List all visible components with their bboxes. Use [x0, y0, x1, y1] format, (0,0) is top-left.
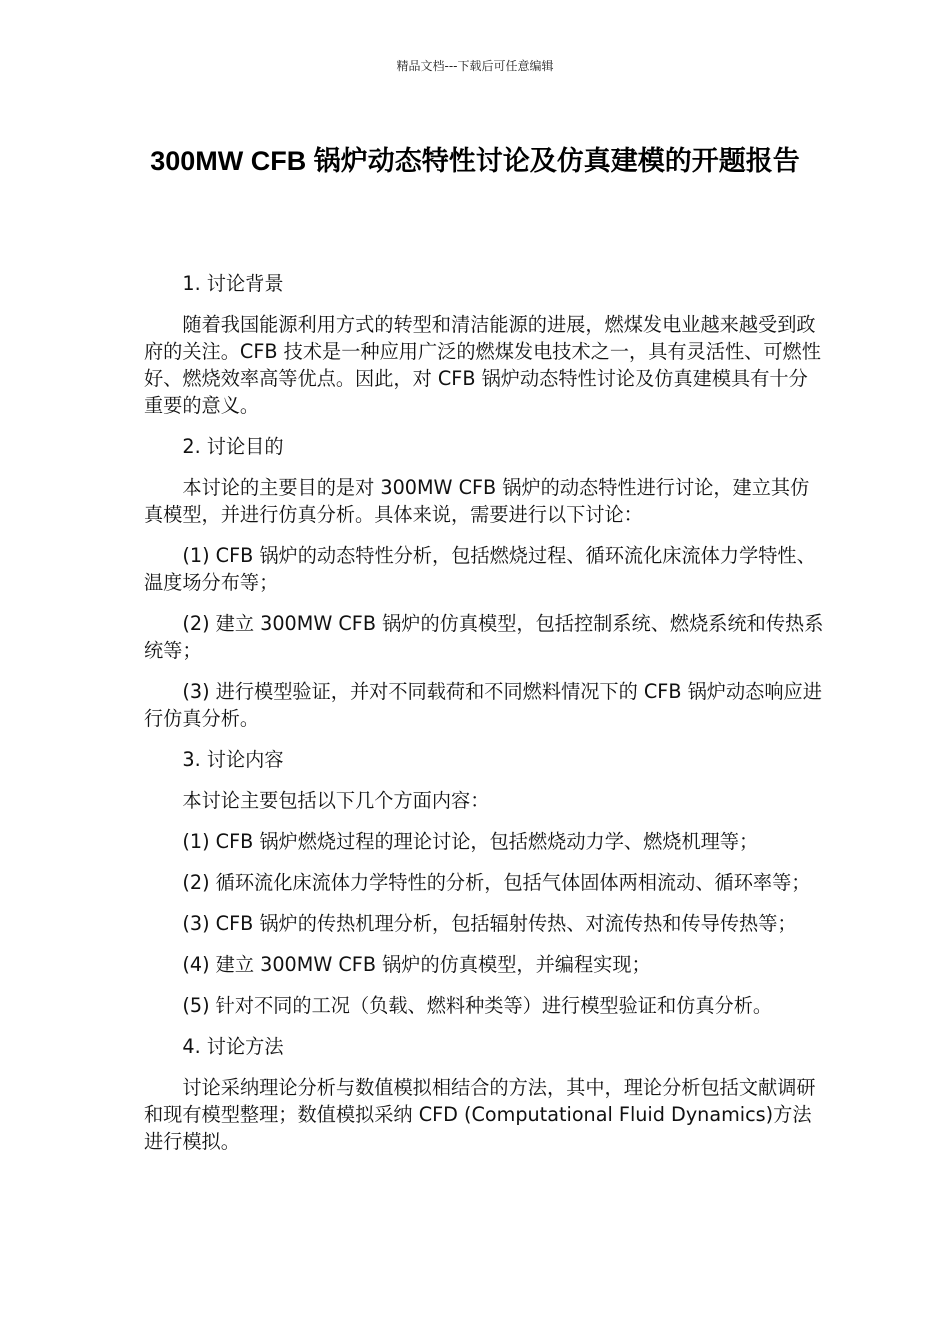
- list-item-content-3: (3) CFB 锅炉的传热机理分析，包括辐射传热、对流传热和传导传热等；: [182, 912, 797, 935]
- section-heading-content: 3. 讨论内容: [182, 748, 284, 771]
- section-heading-method: 4. 讨论方法: [182, 1035, 284, 1058]
- paragraph-content-intro: 本讨论主要包括以下几个方面内容：: [182, 789, 490, 812]
- header-note: 精品文档---下载后可任意编辑: [396, 59, 554, 73]
- section-heading-purpose: 2. 讨论目的: [182, 435, 284, 458]
- list-item-content-4: (4) 建立 300MW CFB 锅炉的仿真模型，并编程实现；: [182, 953, 651, 976]
- list-item-purpose-3: (3) 进行模型验证，并对不同载荷和不同燃料情况下的 CFB 锅炉动态响应进行仿真分析。: [144, 680, 822, 730]
- paragraph-purpose-intro: 本讨论的主要目的是对 300MW CFB 锅炉的动态特性进行讨论，建立其仿真模型，并进行仿真分析。具体来说，需要进行以下讨论：: [144, 476, 810, 526]
- list-item-purpose-1: (1) CFB 锅炉的动态特性分析，包括燃烧过程、循环流化床流体力学特性、温度场分布等；: [144, 544, 816, 594]
- page-title: 300MW CFB 锅炉动态特性讨论及仿真建模的开题报告: [150, 146, 800, 176]
- paragraph-method: 讨论采纳理论分析与数值模拟相结合的方法，其中，理论分析包括文献调研和现有模型整理；数值模拟采纳 CFD (Computational Fluid Dynamics)方法进行模拟。: [144, 1076, 816, 1153]
- paragraph-background: 随着我国能源利用方式的转型和清洁能源的进展，燃煤发电业越来越受到政府的关注。CFB 技术是一种应用广泛的燃煤发电技术之一，具有灵活性、可燃性好、燃烧效率高等优点。因此，对 CFB 锅炉动态特性讨论及仿真建模具有十分重要的意义。: [144, 313, 821, 417]
- document-body: [144, 270, 824, 1169]
- section-heading-background: 1. 讨论背景: [182, 272, 284, 295]
- list-item-content-2: (2) 循环流化床流体力学特性的分析，包括气体固体两相流动、循环率等；: [182, 871, 811, 894]
- list-item-content-5: (5) 针对不同的工况（负载、燃料种类等）进行模型验证和仿真分析。: [182, 994, 773, 1017]
- list-item-purpose-2: (2) 建立 300MW CFB 锅炉的仿真模型，包括控制系统、燃烧系统和传热系统等；: [144, 612, 824, 662]
- list-item-content-1: (1) CFB 锅炉燃烧过程的理论讨论，包括燃烧动力学、燃烧机理等；: [182, 830, 759, 853]
